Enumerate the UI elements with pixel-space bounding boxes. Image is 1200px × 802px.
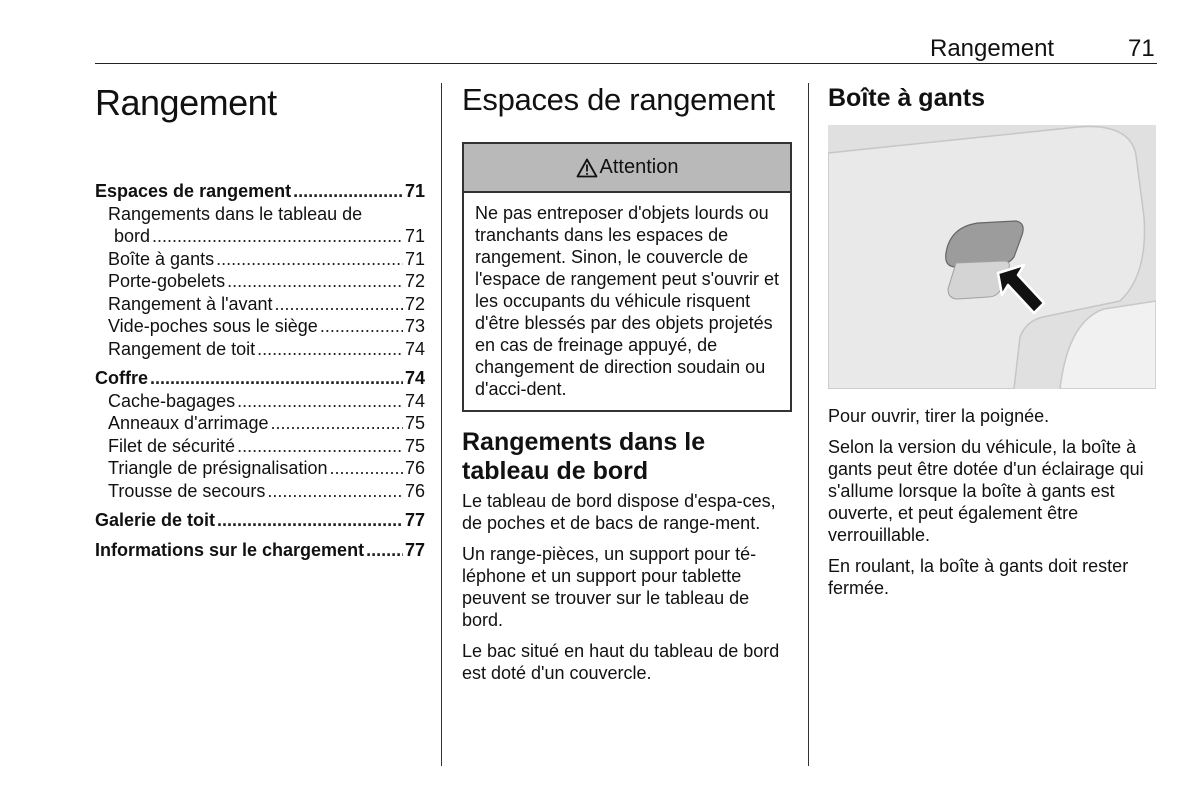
toc-entry-page: 77 [404,539,425,560]
toc-entry-label: Espaces de rangement [95,181,292,201]
glovebox-paragraph-1: Pour ouvrir, tirer la poignée. [828,406,1050,426]
toc-entry-label: Informations sur le chargement [95,539,365,560]
toc-entry [95,270,425,293]
chapter-title: Rangement [95,82,277,123]
toc-entry-label: Coffre [95,368,148,388]
glovebox-paragraph-3: En roulant, la boîte à gants doit rester fermée. [828,556,1129,598]
toc-entry-main [95,509,425,532]
toc-leader-dots [216,248,403,271]
warning-header [464,144,790,193]
column-divider-right [808,83,809,766]
toc-leader-dots [271,412,403,435]
toc-entry-page: 71 [404,248,425,269]
toc-entry [95,390,425,413]
storage-column [462,82,792,693]
table-of-contents [95,180,425,561]
warning-box [462,142,792,412]
toc-leader-dots [227,270,403,293]
toc-leader-dots [217,509,403,532]
toc-entry-label: Trousse de secours [108,480,266,501]
toc-entry-page: 76 [404,458,425,478]
toc-entry [95,435,425,458]
column-divider-left [441,83,442,766]
warning-title: Attention [599,156,679,178]
toc-entry-label: Vide-poches sous le siège [108,316,318,336]
toc-entry-page: 72 [404,293,425,314]
toc-entry-label: Rangements dans le tableau de [108,203,363,224]
dashboard-paragraph-3: Le bac situé en haut du tableau de bord est doté d'un couvercle. [462,641,780,683]
toc-entry-label: Triangle de présignalisation [108,458,328,478]
toc-leader-dots [320,315,403,338]
toc-entry-page: 75 [404,413,425,433]
glovebox-paragraph-2: Selon la version du véhicule, la boîte à gants peut être dotée d'un éclairage qui s'allume lorsque la boîte à gants est ouverte, et peut également être verrouillable. [828,437,1144,545]
toc-entry [95,457,425,480]
section-title: Espaces de rangement [462,82,775,117]
toc-entry [95,338,425,361]
toc-entry [95,480,425,503]
toc-entry-label: Galerie de toit [95,510,216,530]
warning-triangle-icon [576,158,598,178]
toc-leader-dots [366,539,403,562]
toc-entry [95,315,425,338]
toc-entry-page: 72 [404,271,425,291]
toc-entry-label: Porte-gobelets [108,271,226,291]
toc-entry-page: 77 [404,510,425,530]
glovebox-title: Boîte à gants [828,84,985,112]
toc-entry-label: Anneaux d'arrimage [108,413,269,433]
glovebox-illustration [828,125,1156,389]
toc-entry-main [95,367,425,390]
toc-entry [95,248,425,271]
chapter-column [95,82,425,561]
warning-text: Ne pas entreposer d'objets lourds ou tranchants dans les espaces de rangement. Sinon, le couvercle de l'espace de rangement peut s'ouvrir et les occupants du véhicule risquent d'être blessés par des objets projetés en cas de freinage appuyé, de changement de direction soudain ou d'acci-dent. [475,203,780,399]
toc-entry-label: Rangement à l'avant [108,293,273,314]
toc-entry-label: Filet de sécurité [108,435,236,456]
toc-entry-label: bord [114,226,151,246]
toc-entry [95,412,425,435]
toc-leader-dots [237,390,403,413]
toc-entry [95,225,425,248]
toc-entry-page: 73 [404,316,425,336]
header-divider [95,63,1157,64]
toc-leader-dots [293,180,403,203]
toc-entry-page: 74 [404,338,425,359]
page-number: 71 [1128,35,1155,62]
toc-leader-dots [257,338,403,361]
toc-entry [95,203,425,226]
toc-entry-main [95,180,425,203]
toc-entry-page: 74 [404,390,425,411]
toc-entry-label: Cache-bagages [108,390,236,411]
dashboard-paragraph-2: Un range-pièces, un support pour té-léphone et un support pour tablette peuvent se trouver sur le tableau de bord. [462,544,757,630]
toc-leader-dots [237,435,403,458]
toc-entry-page: 74 [404,368,425,388]
toc-entry [95,293,425,316]
running-header-title: Rangement [930,35,1055,62]
toc-leader-dots [329,457,403,480]
dashboard-subtitle: Rangements dans le tableau de bord [462,428,706,485]
glovebox-column [828,82,1158,599]
toc-entry-label: Boîte à gants [108,248,215,269]
toc-leader-dots [275,293,403,316]
glovebox-drawing [828,125,1156,389]
toc-leader-dots [152,225,403,248]
toc-entry-label: Rangement de toit [108,338,256,359]
toc-entry-page: 76 [404,480,425,501]
toc-entry-main [95,539,425,562]
toc-leader-dots [150,367,403,390]
toc-entry-page: 75 [404,435,425,456]
toc-leader-dots [267,480,403,503]
toc-entry-page: 71 [404,226,425,246]
dashboard-paragraph-1: Le tableau de bord dispose d'espa-ces, de poches et de bacs de range-ment. [462,491,776,533]
toc-entry-page: 71 [404,181,425,201]
